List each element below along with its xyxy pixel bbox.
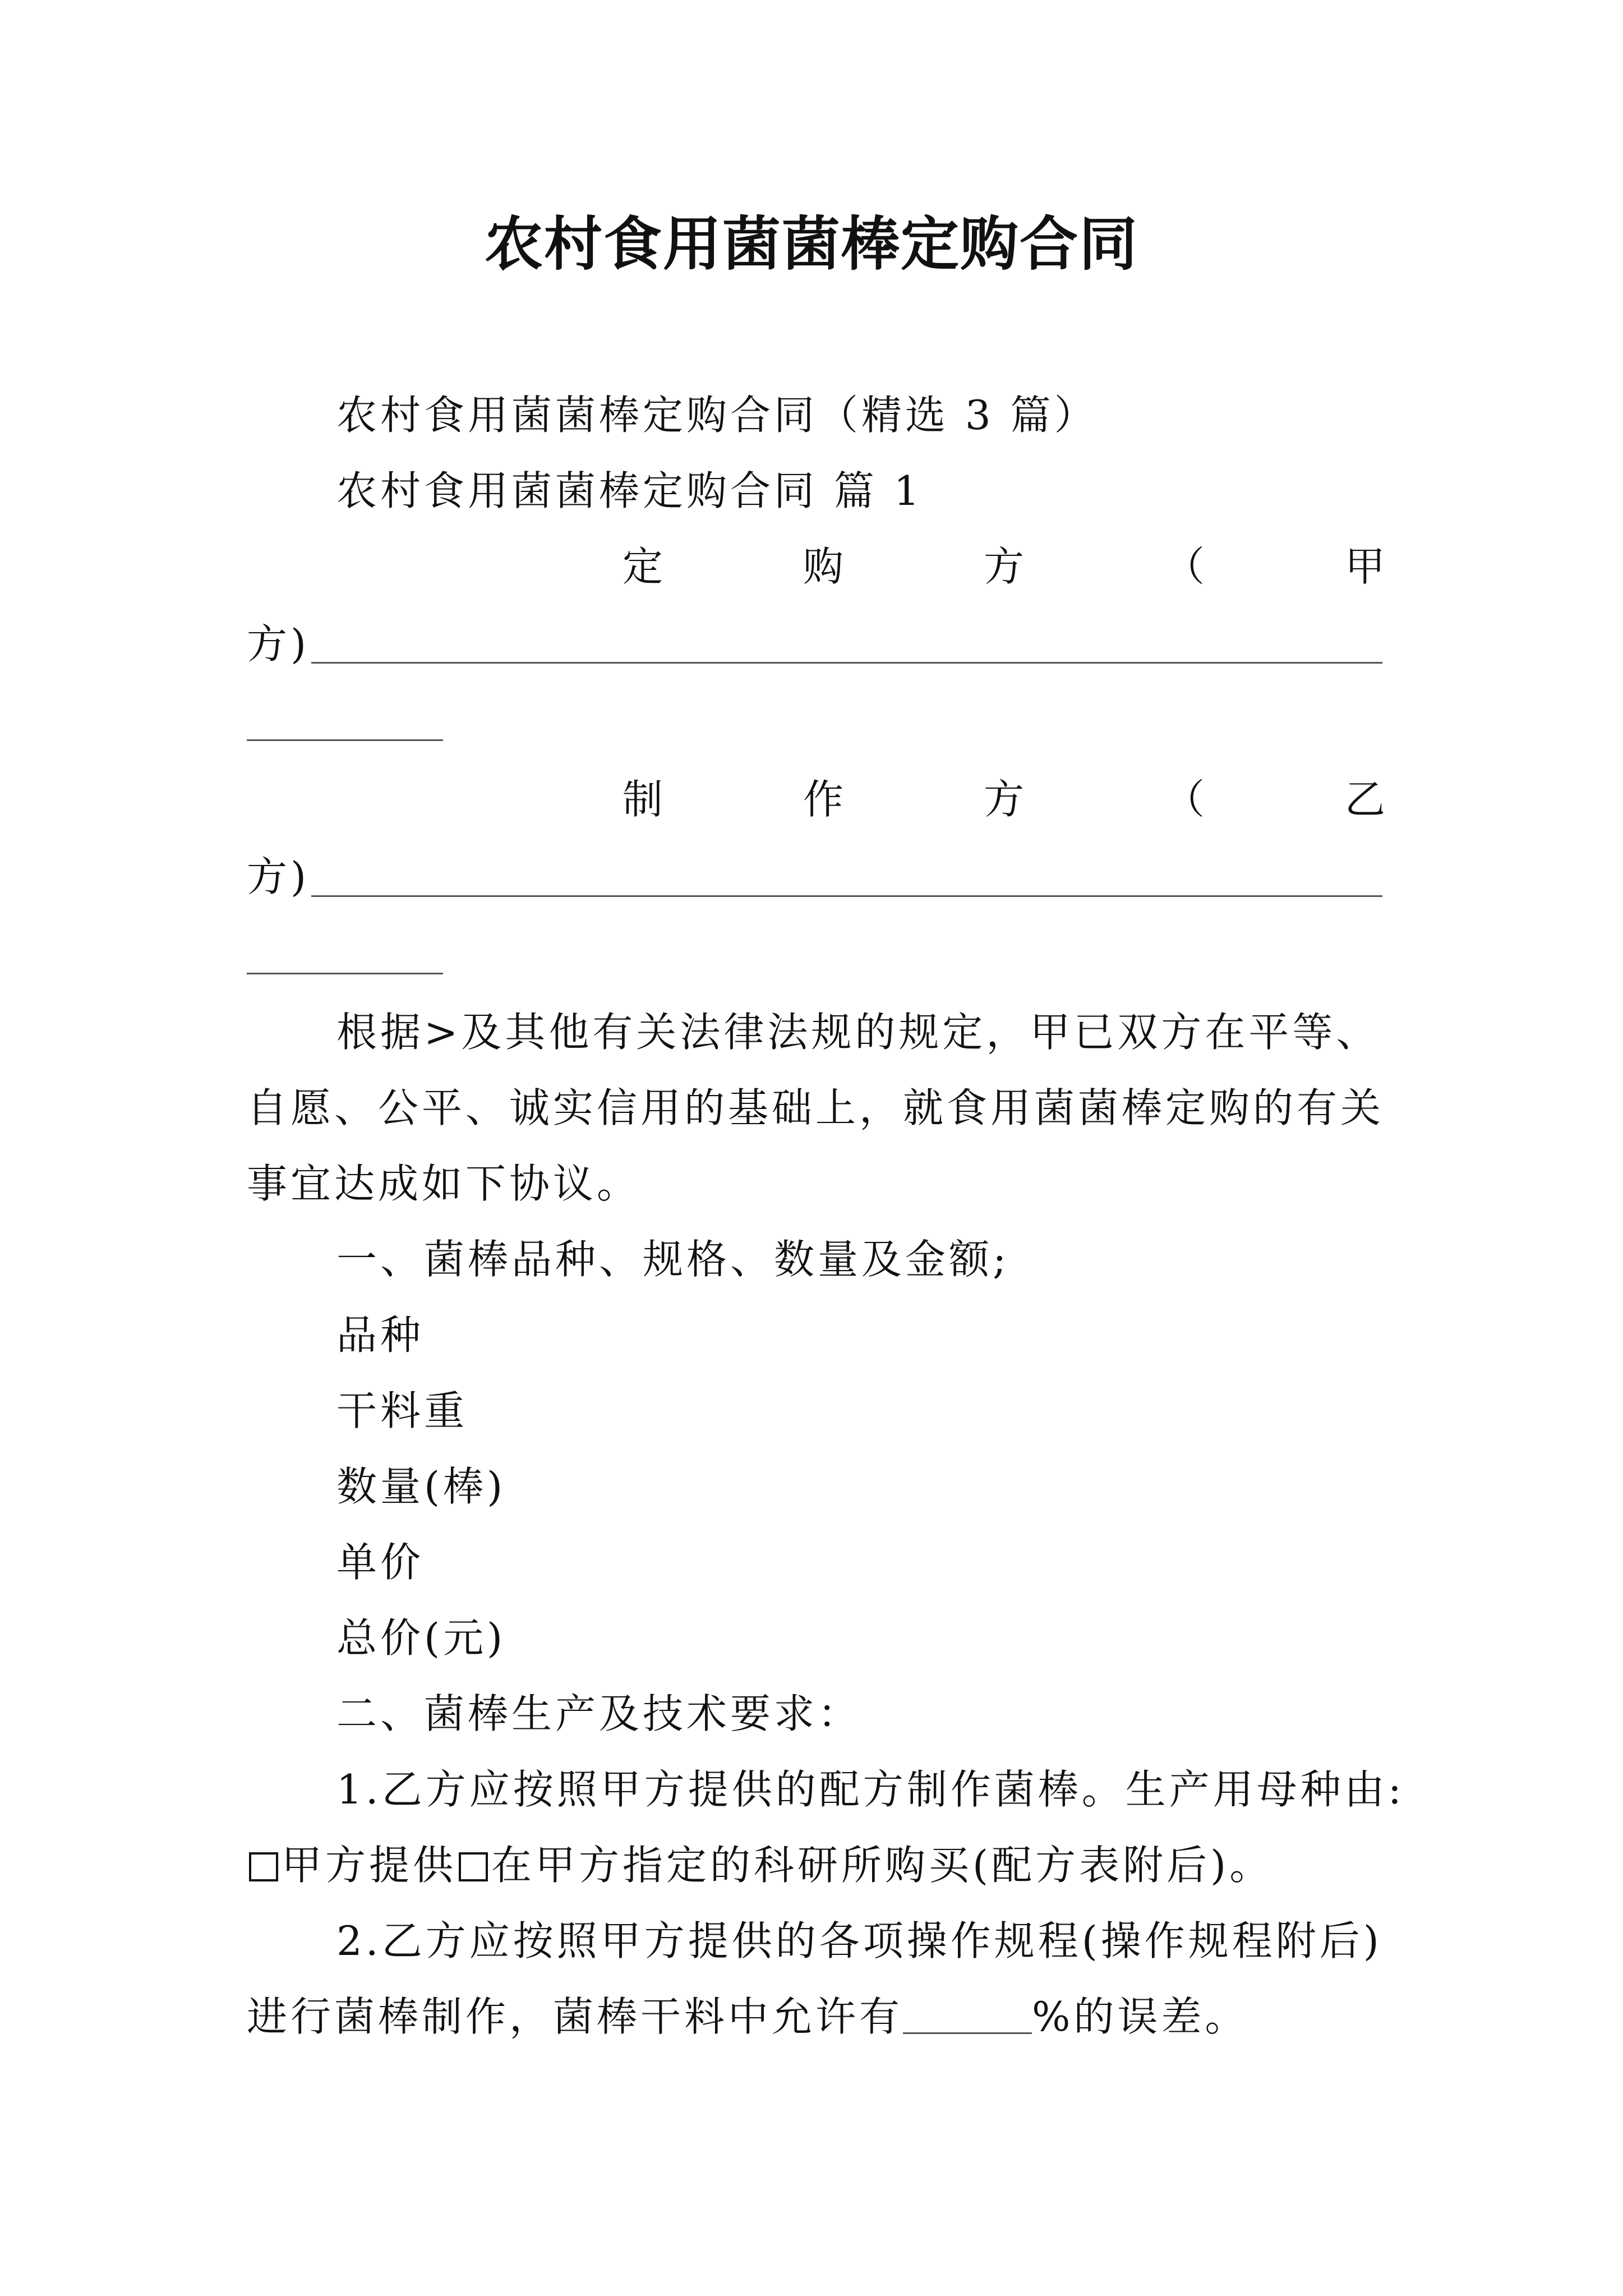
clause2-line2-post: %的误差。: [1032, 1993, 1249, 2040]
clause2-line2-pre: 进行菌棒制作，菌棒干料中允许有: [247, 1993, 903, 2040]
party-a-char: 甲: [1344, 543, 1385, 590]
party-b-char: 方: [983, 776, 1024, 823]
clause1-line1: 1.乙方应按照甲方提供的配方制作菌棒。生产用母种由:: [336, 1766, 1405, 1813]
party-a-tail: 方): [247, 620, 310, 668]
party-b-tail: 方): [247, 853, 310, 900]
clause1-option1: 甲方提供: [282, 1842, 457, 1889]
document-title: 农村食用菌菌棒定购合同: [484, 209, 1138, 278]
checkbox-party-a-supply[interactable]: [249, 1852, 278, 1881]
party-b-fill-line: [311, 895, 1382, 897]
clause2-line2: [247, 1989, 1248, 2045]
item-total-price: 总价(元): [336, 1614, 506, 1662]
party-a-char: 方: [983, 543, 1024, 590]
clause1-option2: 在甲方指定的科研所购买(配方表附后)。: [491, 1842, 1274, 1889]
party-a-fill-line: [311, 662, 1382, 664]
intro-line: 事宜达成如下协议。: [247, 1160, 641, 1207]
party-a-char: 购: [803, 543, 843, 590]
checkbox-institute-purchase[interactable]: [459, 1852, 488, 1881]
intro-line: 根据>及其他有关法律法规的规定，甲已双方在平等、: [336, 1009, 1380, 1056]
party-b-char: 制: [623, 776, 663, 823]
item-dry-weight: 干料重: [336, 1387, 468, 1434]
clause1-line2: [247, 1837, 1273, 1893]
intro-line: 自愿、公平、诚实信用的基础上，就食用菌菌棒定购的有关: [247, 1084, 1385, 1131]
party-b-char: 乙: [1344, 776, 1385, 823]
party-b-char: （: [1164, 776, 1205, 823]
document-subtitle: 农村食用菌菌棒定购合同（精选 3 篇）: [336, 392, 1098, 439]
party-a-label: [623, 539, 1385, 595]
section1-heading: 一、菌棒品种、规格、数量及金额;: [336, 1236, 1010, 1283]
item-variety: 品种: [336, 1312, 425, 1359]
party-b-fill-line-2: [247, 973, 443, 974]
party-a-fill-line-2: [247, 739, 443, 741]
section-heading: 农村食用菌菌棒定购合同 篇 1: [336, 467, 923, 514]
section2-heading: 二、菌棒生产及技术要求：: [336, 1690, 862, 1737]
party-a-char: （: [1164, 543, 1205, 590]
item-quantity: 数量(棒): [336, 1463, 506, 1510]
clause2-line1: 2.乙方应按照甲方提供的各项操作规程(操作规程附后): [336, 1917, 1382, 1964]
party-b-char: 作: [803, 776, 843, 823]
party-b-label: [623, 771, 1385, 827]
party-a-char: 定: [623, 543, 663, 590]
tolerance-blank: [903, 1999, 1032, 2034]
item-unit-price: 单价: [336, 1539, 425, 1586]
